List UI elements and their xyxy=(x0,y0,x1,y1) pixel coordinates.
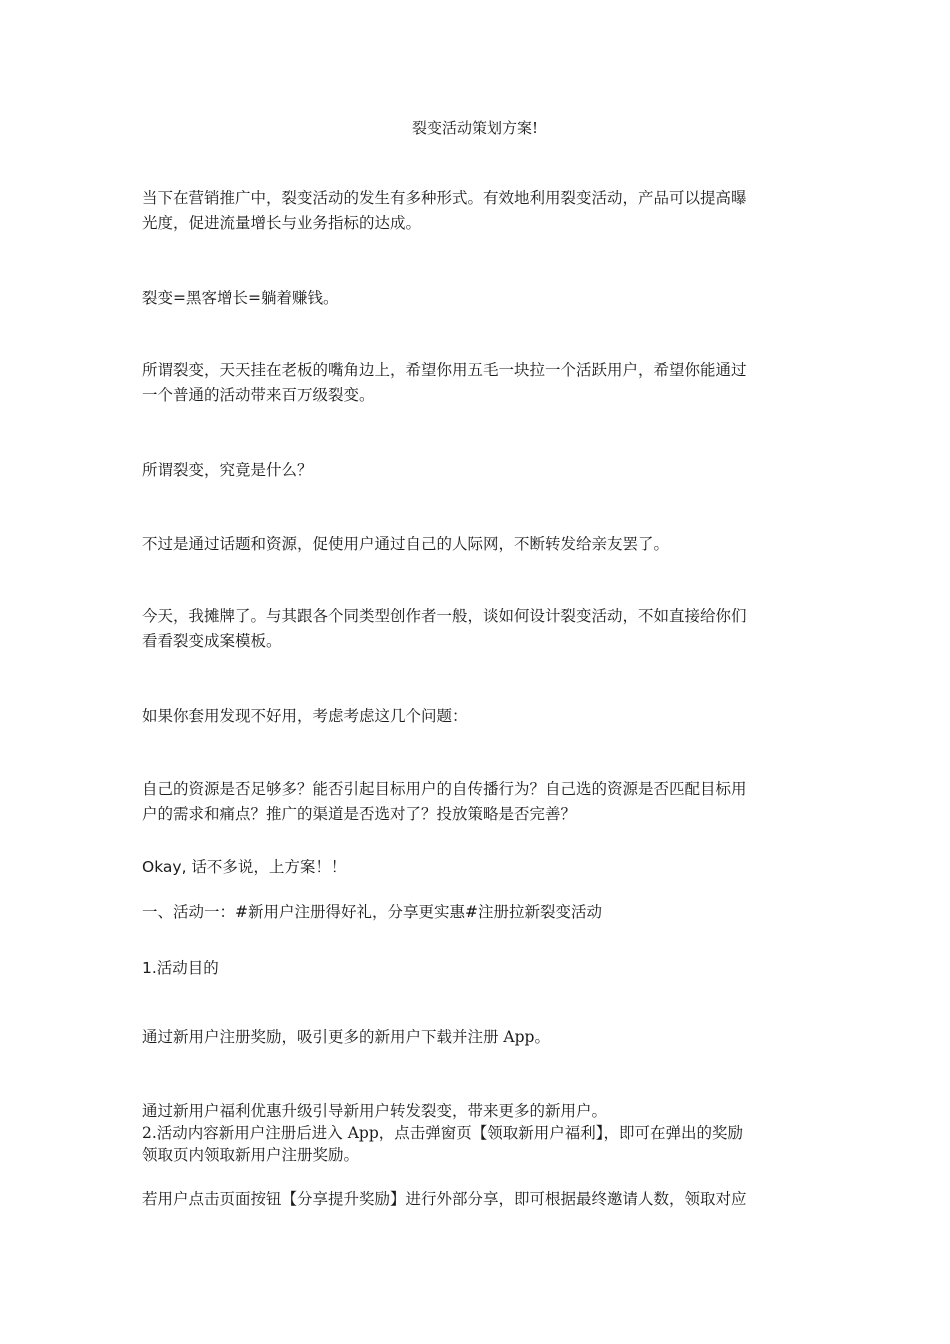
paragraph-equation: 裂变=黑客增长=躺着赚钱。 xyxy=(142,289,339,307)
paragraph-fission-meaning: 所谓裂变，天天挂在老板的嘴角边上，希望你用五毛一块拉一个活跃用户，希望你能通过 一个普通的活动带来百万级裂变。 xyxy=(142,361,747,404)
paragraph-purpose-register: 通过新用户注册奖励，吸引更多的新用户下载并注册 App。 xyxy=(142,1028,550,1046)
paragraph-answer: 不过是通过话题和资源，促使用户通过自己的人际网，不断转发给亲友罢了。 xyxy=(142,535,670,553)
paragraph-okay: Okay, 话不多说，上方案！！ xyxy=(142,858,347,876)
paragraph-activity-content: 通过新用户福利优惠升级引导新用户转发裂变，带来更多的新用户。 2.活动内容新用户注册后进入 App，点击弹窗页【领取新用户福利】，即可在弹出的奖励 领取页内领取新用户注册奖励。 xyxy=(142,1102,744,1164)
document-title: 裂变活动策划方案! xyxy=(411,119,539,137)
paragraph-checklist: 自己的资源是否足够多？能否引起目标用户的自传播行为？自己选的资源是否匹配目标用 户的需求和痛点？推广的渠道是否选对了？投放策略是否完善？ xyxy=(142,780,747,823)
paragraph-showdown: 今天，我摊牌了。与其跟各个同类型创作者一般，谈如何设计裂变活动，不如直接给你们 看看裂变成案模板。 xyxy=(142,607,747,650)
paragraph-share-reward: 若用户点击页面按钮【分享提升奖励】进行外部分享，即可根据最终邀请人数，领取对应 xyxy=(142,1190,747,1208)
paragraph-consider: 如果你套用发现不好用，考虑考虑这几个问题： xyxy=(142,707,468,725)
subheading-activity-purpose: 1.活动目的 xyxy=(142,959,219,977)
paragraph-question: 所谓裂变，究竟是什么？ xyxy=(142,461,313,479)
section-heading-activity-one: 一、活动一：#新用户注册得好礼，分享更实惠#注册拉新裂变活动 xyxy=(142,903,602,921)
paragraph-intro: 当下在营销推广中，裂变活动的发生有多种形式。有效地利用裂变活动，产品可以提高曝 光度，促进流量增长与业务指标的达成。 xyxy=(142,189,747,232)
